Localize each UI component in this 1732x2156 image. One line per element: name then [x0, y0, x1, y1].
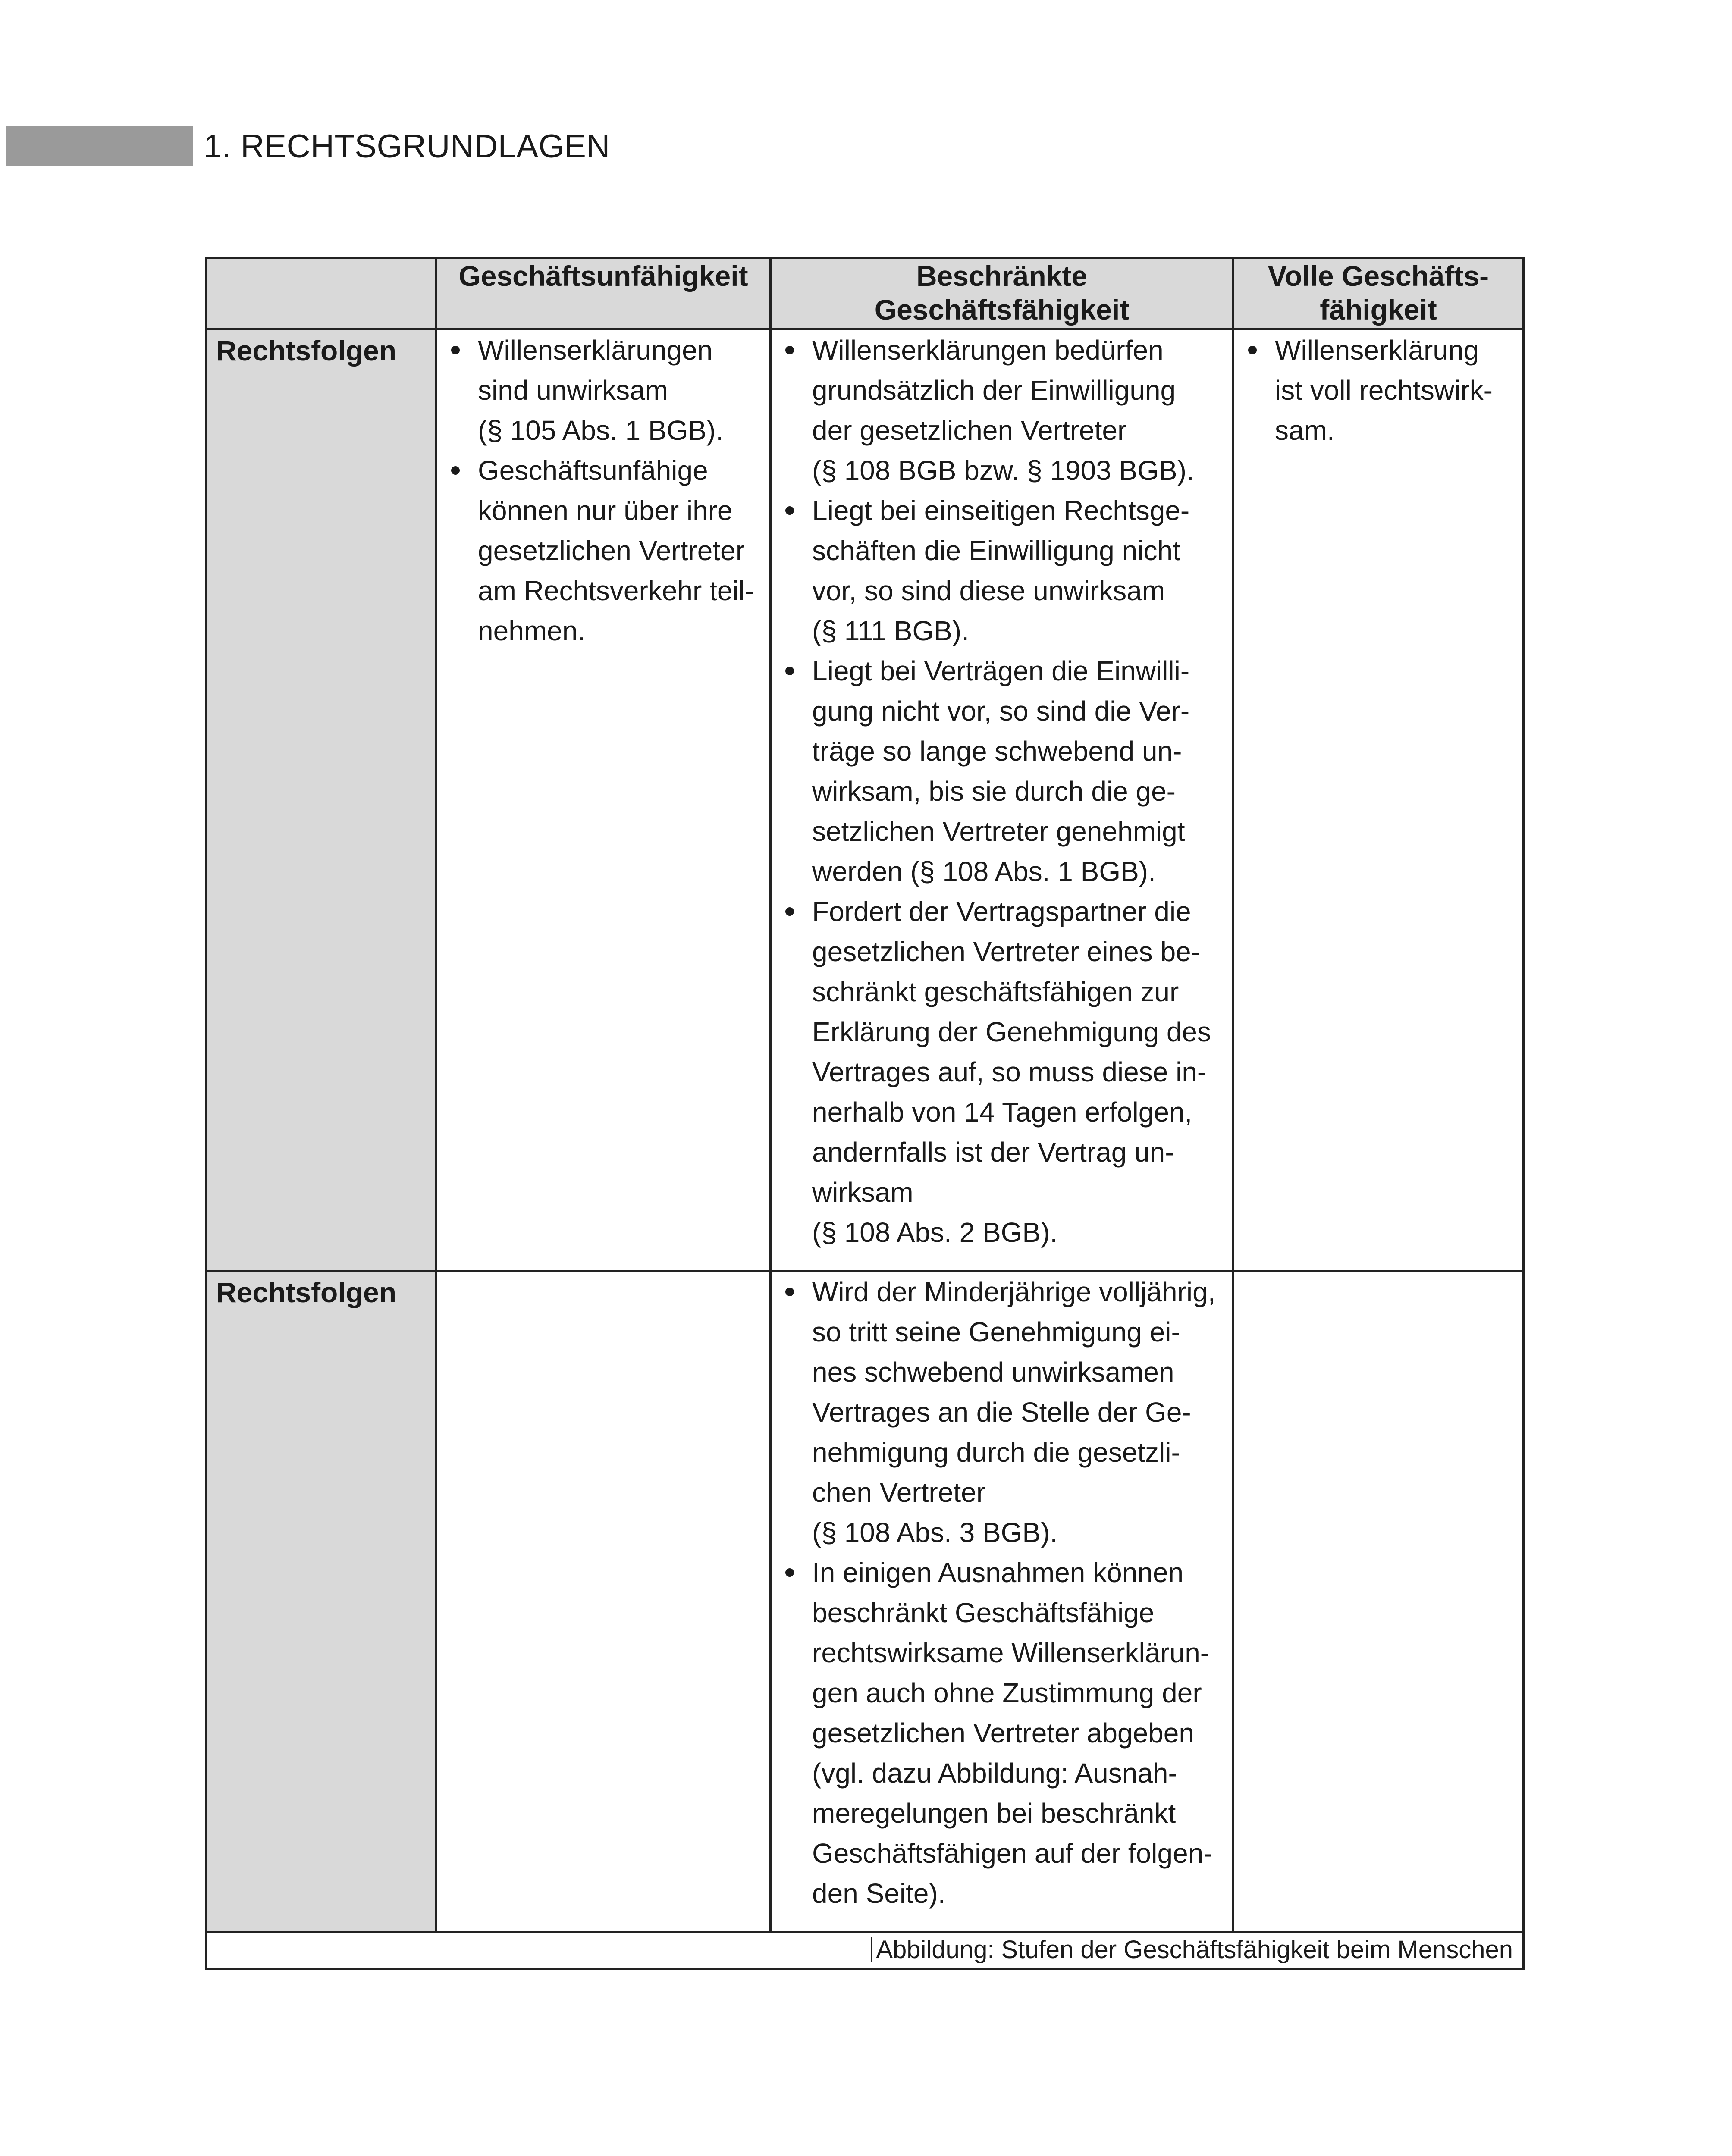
bullet-line: Geschäftsunfähige	[478, 455, 708, 486]
bullet-line: (§ 105 Abs. 1 BGB).	[478, 415, 724, 446]
column-header-line: Volle Geschäfts-	[1268, 260, 1489, 292]
cell-beschraenkt	[771, 329, 1233, 1271]
bullet-line: am Rechtsverkehr teil-	[478, 575, 754, 606]
bullet-line: Willenserklärung	[1275, 335, 1479, 366]
bullet-line: Erklärung der Genehmigung des	[812, 1016, 1211, 1047]
bullet-line: gung nicht vor, so sind die Ver-	[812, 696, 1190, 727]
bullet-line: (§ 108 BGB bzw. § 1903 BGB).	[812, 455, 1194, 486]
bullet-line: Vertrages auf, so muss diese in-	[812, 1056, 1207, 1087]
bullet-line: gesetzlichen Vertreter abgeben	[812, 1717, 1194, 1749]
bullet-list	[772, 330, 1232, 1270]
bullet-line: werden (§ 108 Abs. 1 BGB).	[812, 856, 1156, 887]
column-header-beschraenkt	[771, 258, 1233, 329]
bullet-line: Fordert der Vertragspartner die	[812, 896, 1191, 927]
bullet-line: meregelungen bei beschränkt	[812, 1798, 1176, 1829]
bullet-line: rechtswirksame Willenserklärun-	[812, 1637, 1210, 1668]
table-row	[207, 329, 1524, 1271]
row-label: Rechtsfolgen	[207, 1271, 436, 1932]
bullet-line: wirksam	[812, 1177, 913, 1208]
bullet-line: vor, so sind diese unwirksam	[812, 575, 1165, 606]
column-header-line: fähigkeit	[1320, 294, 1437, 326]
bullet-line: Wird der Minderjährige volljährig,	[812, 1276, 1216, 1307]
bullet-line: Liegt bei Verträgen die Einwilli-	[812, 655, 1190, 686]
bullet-line: Geschäftsfähigen auf der folgen-	[812, 1838, 1213, 1869]
bullet-line: chen Vertreter	[812, 1477, 985, 1508]
bullet-line: schränkt geschäftsfähigen zur	[812, 976, 1179, 1007]
bullet-item	[784, 491, 1223, 651]
table-header-row	[207, 258, 1524, 329]
legal-capacity-table	[205, 257, 1525, 1970]
bullet-line: sam.	[1275, 415, 1335, 446]
bullet-list	[1234, 330, 1522, 468]
bullet-item	[449, 451, 760, 651]
bullet-line: nerhalb von 14 Tagen erfolgen,	[812, 1097, 1192, 1128]
chapter-title: 1. RECHTSGRUNDLAGEN	[204, 128, 610, 165]
figure-caption-cell	[207, 1932, 1524, 1969]
column-header-voll	[1233, 258, 1524, 329]
bullet-line: setzlichen Vertreter genehmigt	[812, 816, 1185, 847]
bullet-line: Willenserklärungen bedürfen	[812, 335, 1164, 366]
bullet-line: wirksam, bis sie durch die ge-	[812, 776, 1176, 807]
bullet-line: schäften die Einwilligung nicht	[812, 535, 1180, 566]
column-header-line: Geschäftsfähigkeit	[874, 294, 1130, 326]
bullet-line: grundsätzlich der Einwilligung	[812, 375, 1176, 406]
bullet-line: In einigen Ausnahmen können	[812, 1557, 1184, 1588]
bullet-line: andernfalls ist der Vertrag un-	[812, 1137, 1174, 1168]
bullet-item	[784, 1553, 1223, 1914]
chapter-header-bar	[6, 126, 193, 166]
bullet-line: (§ 108 Abs. 3 BGB).	[812, 1517, 1058, 1548]
bullet-line: den Seite).	[812, 1878, 946, 1909]
bullet-line: können nur über ihre	[478, 495, 733, 526]
bullet-line: (§ 111 BGB).	[812, 615, 969, 646]
bullet-line: beschränkt Geschäftsfähige	[812, 1597, 1155, 1628]
bullet-line: nes schwebend unwirksamen	[812, 1357, 1174, 1388]
bullet-line: (vgl. dazu Abbildung: Ausnah-	[812, 1758, 1177, 1789]
cell-voll	[1233, 329, 1524, 1271]
bullet-line: gesetzlichen Vertreter	[478, 535, 745, 566]
cell-beschraenkt	[771, 1271, 1233, 1932]
header-corner-cell	[207, 258, 436, 329]
column-header-line: Beschränkte	[916, 260, 1088, 292]
bullet-line: Willenserklärungen	[478, 335, 713, 366]
cell-voll-empty	[1233, 1271, 1524, 1932]
caption-row	[207, 1932, 1524, 1969]
bullet-line: Vertrages an die Stelle der Ge-	[812, 1397, 1191, 1428]
bullet-line: so tritt seine Genehmigung ei-	[812, 1316, 1180, 1348]
bullet-item	[784, 1272, 1223, 1553]
bullet-line: Liegt bei einseitigen Rechtsge-	[812, 495, 1190, 526]
cell-geschaeftsunfaehigkeit-empty	[436, 1271, 771, 1932]
bullet-line: (§ 108 Abs. 2 BGB).	[812, 1217, 1058, 1248]
caption-divider	[871, 1937, 872, 1962]
table-row	[207, 1271, 1524, 1932]
bullet-item	[449, 330, 760, 451]
bullet-item	[784, 892, 1223, 1253]
bullet-item	[1246, 330, 1513, 451]
bullet-item	[784, 651, 1223, 892]
bullet-line: nehmigung durch die gesetzli-	[812, 1437, 1180, 1468]
bullet-list	[437, 330, 769, 668]
bullet-item	[784, 330, 1223, 491]
bullet-line: gesetzlichen Vertreter eines be-	[812, 936, 1201, 967]
figure-caption: Abbildung: Stufen der Geschäftsfähigkeit beim Menschen	[876, 1936, 1513, 1964]
bullet-line: sind unwirksam	[478, 375, 668, 406]
bullet-line: nehmen.	[478, 615, 586, 646]
column-header-geschaeftsunfaehigkeit: Geschäftsunfähigkeit	[436, 258, 771, 329]
row-label: Rechtsfolgen	[207, 329, 436, 1271]
bullet-line: träge so lange schwebend un-	[812, 736, 1182, 767]
bullet-list	[772, 1272, 1232, 1931]
bullet-line: ist voll rechtswirk-	[1275, 375, 1493, 406]
bullet-line: der gesetzlichen Vertreter	[812, 415, 1127, 446]
bullet-line: gen auch ohne Zustimmung der	[812, 1677, 1202, 1708]
cell-geschaeftsunfaehigkeit	[436, 329, 771, 1271]
